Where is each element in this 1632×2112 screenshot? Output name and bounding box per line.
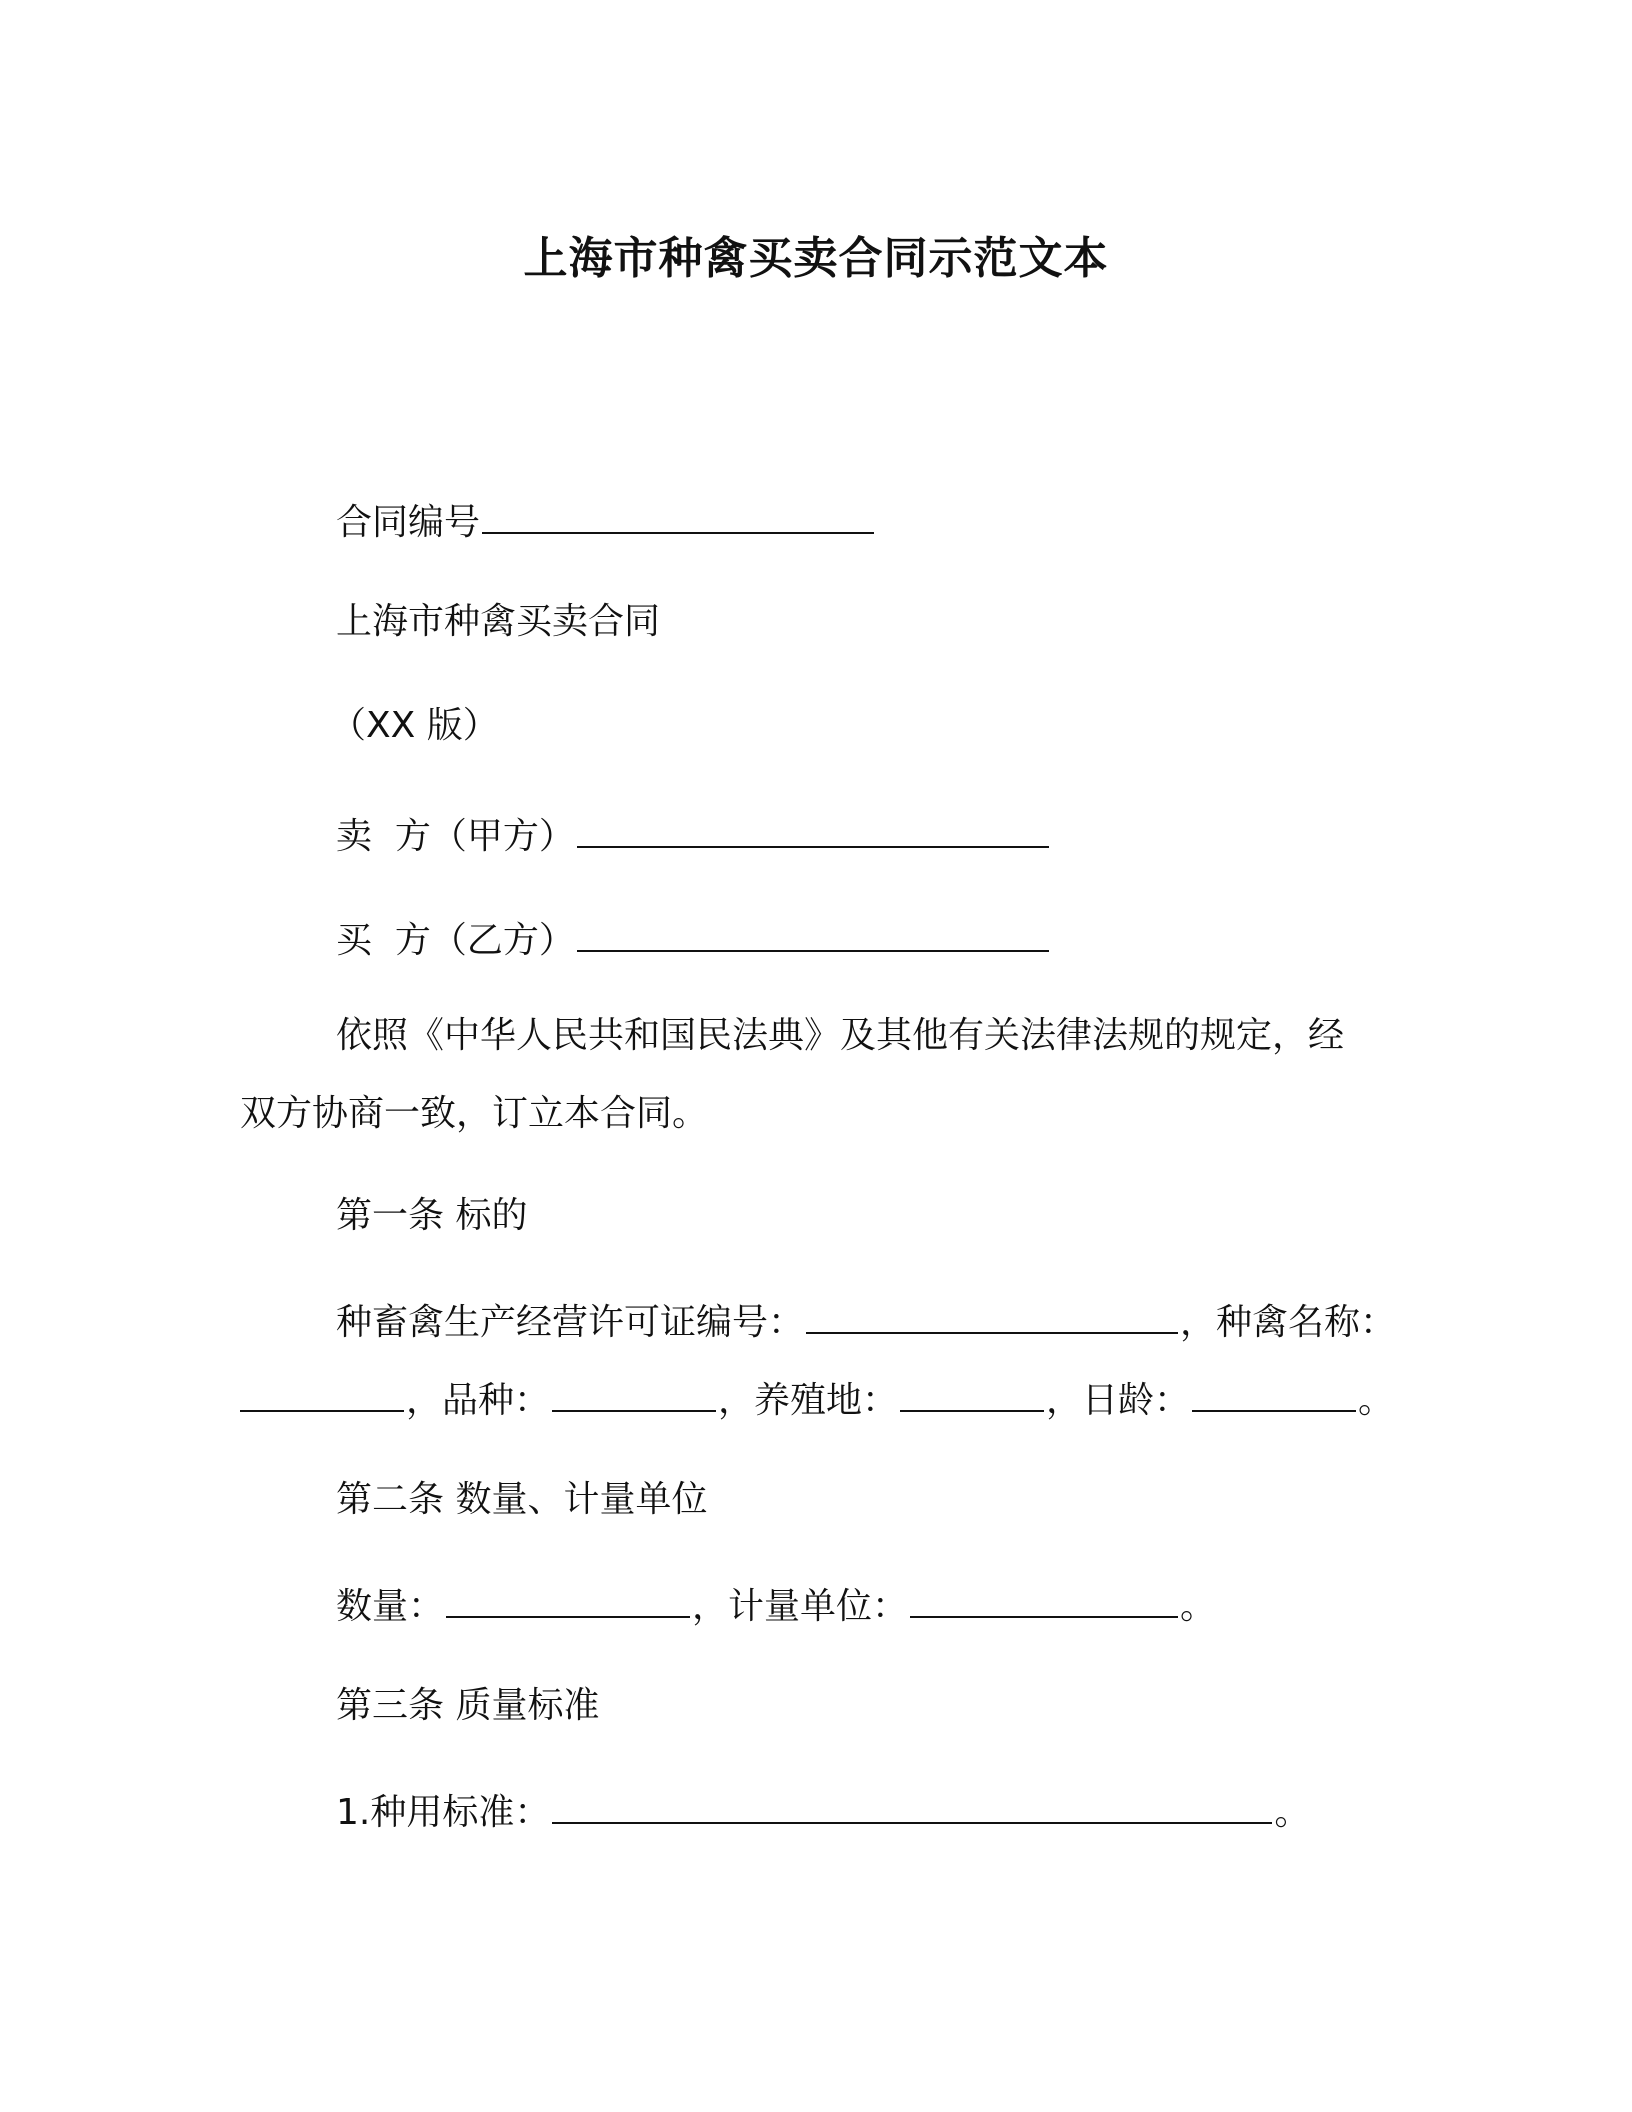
breeding-standard-blank[interactable]: [552, 1786, 1272, 1824]
document-title: 上海市种禽买卖合同示范文本: [523, 233, 1109, 284]
unit-label: ，计量单位：: [692, 1586, 909, 1627]
article-1-line-2: [240, 1374, 1394, 1425]
article-2-line: [336, 1580, 1216, 1631]
contract-number-line: [336, 496, 876, 547]
quantity-blank[interactable]: [446, 1580, 690, 1618]
farm-label: ，养殖地：: [718, 1380, 899, 1421]
article-2-heading: 第二条 数量、计量单位: [336, 1479, 708, 1520]
unit-blank[interactable]: [910, 1580, 1178, 1618]
article-2-period: 。: [1180, 1586, 1217, 1627]
article-1-period: 。: [1358, 1380, 1395, 1421]
buyer-line: [336, 914, 1051, 965]
age-blank[interactable]: [1192, 1374, 1356, 1412]
contract-number-blank[interactable]: [482, 496, 874, 534]
contract-name: 上海市种禽买卖合同: [336, 601, 661, 642]
article-3-period: 。: [1274, 1792, 1311, 1833]
article-3-item-1: [336, 1786, 1310, 1837]
farm-blank[interactable]: [900, 1374, 1044, 1412]
license-label: 种畜禽生产经营许可证编号：: [336, 1302, 805, 1343]
breeding-standard-label: 1.种用标准：: [336, 1792, 551, 1833]
seller-label: 卖 方（甲方）: [336, 816, 575, 857]
article-1-heading: 第一条 标的: [336, 1195, 528, 1236]
breed-label: ，品种：: [406, 1380, 551, 1421]
article-3-heading: 第三条 质量标准: [336, 1685, 600, 1726]
breed-blank[interactable]: [552, 1374, 716, 1412]
poultry-name-label: ，种禽名称：: [1180, 1302, 1397, 1343]
article-1-line-1: [336, 1296, 1396, 1347]
preamble-line-2: 双方协商一致，订立本合同。: [240, 1093, 709, 1134]
seller-line: [336, 810, 1051, 861]
buyer-label: 买 方（乙方）: [336, 920, 575, 961]
poultry-name-blank[interactable]: [240, 1374, 404, 1412]
buyer-blank[interactable]: [577, 914, 1049, 952]
age-label: ，日龄：: [1046, 1380, 1191, 1421]
preamble-line-1: 依照《中华人民共和国民法典》及其他有关法律法规的规定，经: [336, 1015, 1345, 1056]
quantity-label: 数量：: [336, 1586, 445, 1627]
contract-number-label: 合同编号: [336, 502, 481, 543]
seller-blank[interactable]: [577, 810, 1049, 848]
license-blank[interactable]: [806, 1296, 1178, 1334]
contract-version: （XX 版）: [330, 705, 499, 746]
